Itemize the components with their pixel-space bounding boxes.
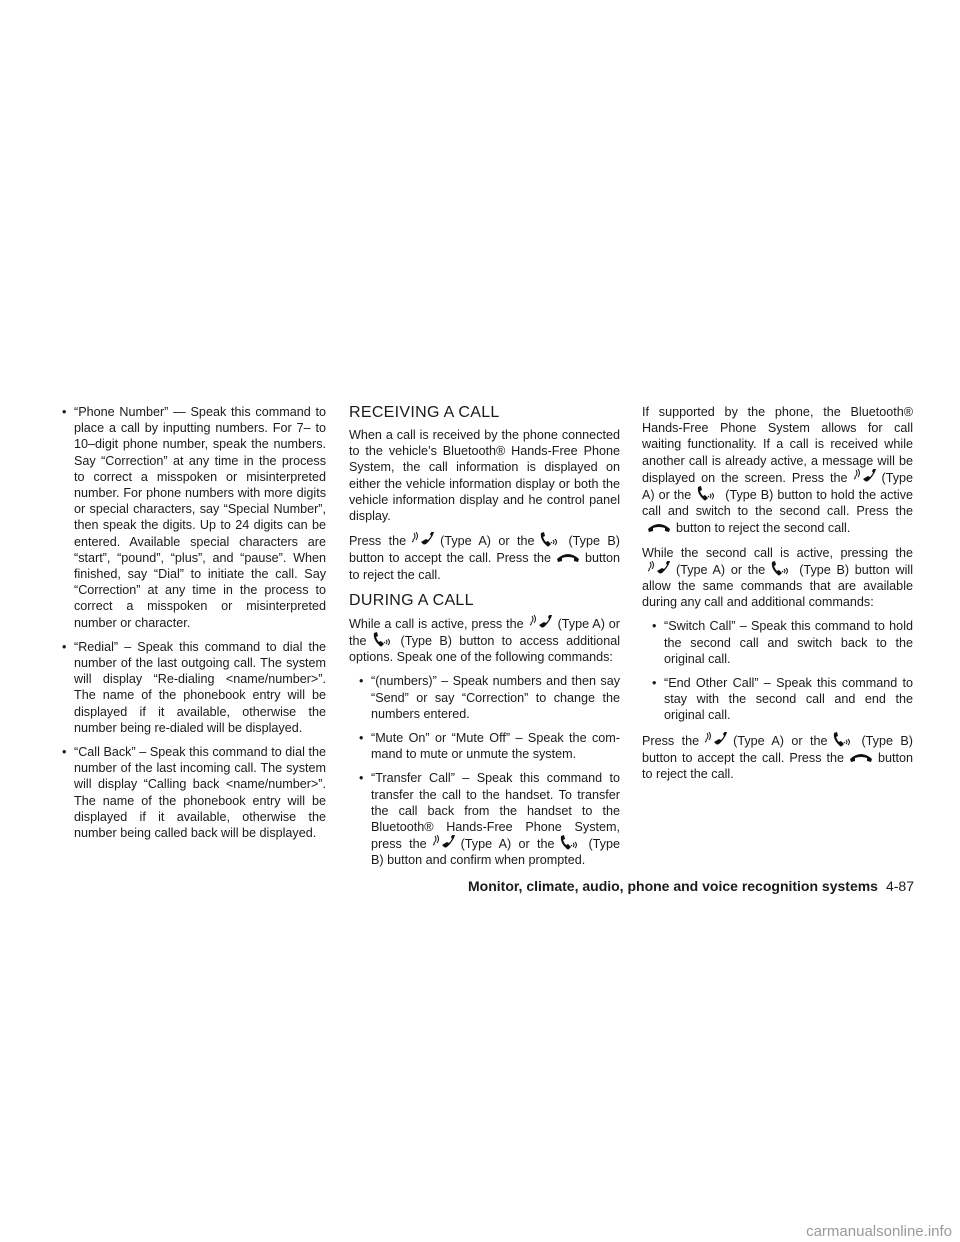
phone-voice-type-b-icon — [831, 732, 857, 748]
phone-voice-type-a-icon — [410, 532, 436, 548]
phone-voice-type-a-icon — [431, 835, 457, 851]
text: (Type B) button and confirm when prompted. — [371, 837, 620, 868]
text: Press the — [642, 733, 700, 748]
phone-hangup-icon — [646, 519, 672, 535]
phone-voice-type-a-icon — [703, 732, 729, 748]
list-item-phone-number: • “Phone Number” — Speak this command to place a call by inputting numbers. For 7– to 10–digit phone number, speak the numbers. Say “Correction” at any time in the process to correct a misspoken or misinterpreted number. For phone numbers with more digits or special characters, say “Special Number”, then speak the digits. Up to 24 digits can be entered. Available special characters are “start”, “pound”, “plus”, and “pause”. When finished, say “Dial” to initiate the call. Say “Correction” at any time in the process to correct a misspoken or misinterpreted number or character. — [62, 404, 326, 631]
text: (Type A) or the — [460, 837, 555, 852]
text: button to reject the second call. — [676, 521, 851, 536]
phone-hangup-icon — [848, 749, 874, 765]
watermark: carmanualsonline.info — [806, 1223, 952, 1240]
list-item-numbers: • “(numbers)” – Speak numbers and then say “Send” or say “Correction” to change the numbers entered. — [359, 673, 620, 722]
paragraph-call-active — [349, 615, 620, 666]
text: (Type A) or the — [733, 733, 828, 748]
phone-voice-type-b-icon — [538, 532, 564, 548]
middle-column — [349, 404, 620, 877]
paragraph-accept-reject-2 — [642, 732, 913, 783]
list-item-call-back: • “Call Back” – Speak this command to dial the number of the last incoming call. The system will display “Calling back <name/number>”. The name of the phonebook entry will be displayed if it available, otherwise the number being called back will be displayed. — [62, 744, 326, 841]
page-footer — [468, 878, 914, 894]
phone-voice-type-b-icon — [558, 835, 584, 851]
section-title: Monitor, climate, audio, phone and voice recognition systems — [468, 878, 878, 894]
heading-receiving-a-call: RECEIVING A CALL — [349, 404, 500, 421]
text: While a call is active, press the — [349, 616, 524, 631]
text: (Type A) or the — [349, 616, 621, 649]
text: (Type B) button to access additional options. Speak one of the following commands: — [349, 634, 620, 665]
text: (Type A) or the — [440, 534, 535, 549]
left-column — [62, 404, 326, 849]
phone-voice-type-b-icon — [769, 561, 795, 577]
text: button to reject the call. — [642, 750, 913, 782]
list-item-end-other-call: • “End Other Call” – Speak this command to stay with the second call and end the original call. — [652, 675, 913, 724]
phone-hangup-icon — [555, 549, 581, 565]
phone-voice-type-a-icon — [852, 469, 878, 485]
paragraph-second-call-active — [642, 545, 913, 611]
phone-voice-type-a-icon — [646, 561, 672, 577]
text: (Type A) or the — [676, 562, 766, 577]
text: “Transfer Call” – Speak this command to transfer the call to the handset. To transfer the call back from the handset to the Bluetooth® Hands-Free Phone System, press the — [371, 771, 620, 852]
phone-voice-type-b-icon — [371, 632, 397, 648]
paragraph-call-received: When a call is received by the phone connected to the vehicle’s Bluetooth® Hands-Free Phone System, the call information is displayed on either the vehicle information display or both the vehicle information display and he control panel display. — [349, 428, 620, 524]
paragraph-call-waiting — [642, 404, 913, 537]
text: (Type B) button to accept the call. Press the — [349, 534, 620, 566]
paragraph-accept-reject — [349, 532, 620, 583]
list-item-transfer-call — [359, 770, 620, 868]
phone-voice-type-a-icon — [528, 615, 554, 631]
text: (Type B) button will allow the same commands that are available during any call and additional commands: — [642, 562, 913, 610]
page-number: 4-87 — [885, 878, 914, 894]
text: (Type B) button to hold the active call and switch to the second call. Press the — [642, 488, 913, 519]
text: Press the — [349, 534, 407, 549]
text: If supported by the phone, the Bluetooth® Hands-Free Phone System allows for call waiting functionality. If a call is received while another call is already active, a message will be displayed on the screen. Press the — [642, 405, 913, 485]
text: (Type A) or the — [642, 470, 913, 503]
text: button to reject the call. — [349, 551, 620, 582]
heading-during-a-call: DURING A CALL — [349, 591, 474, 609]
list-item-switch-call: • “Switch Call” – Speak this command to hold the second call and switch back to the original call. — [652, 618, 913, 667]
list-item-redial: • “Redial” – Speak this command to dial the number of the last outgoing call. The system will display “Re-dialing <name/number>”. The name of the phonebook entry will be displayed if it available, otherwise the number being re-dialed will be displayed. — [62, 639, 326, 736]
phone-voice-type-b-icon — [695, 486, 721, 502]
right-column — [642, 404, 913, 790]
text: (Type B) button to accept the call. Press the — [642, 733, 913, 765]
list-item-mute: • “Mute On” or “Mute Off” – Speak the command to mute or unmute the system. — [359, 730, 620, 762]
text: While the second call is active, pressing the — [642, 545, 913, 560]
